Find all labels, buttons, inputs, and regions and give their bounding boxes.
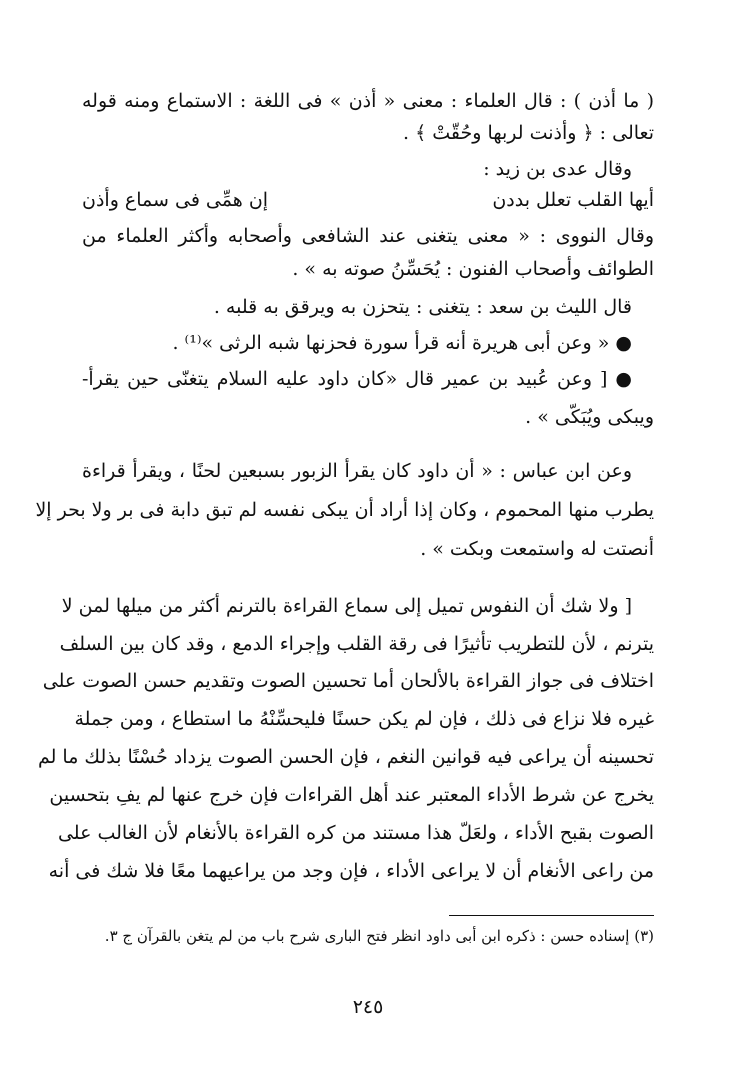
text-line-2: تعالى : ﴿ وأذنت لربها وحُقّتْ ﴾ .: [402, 122, 654, 144]
bullet-hadith-2: ● [ وعن عُبيد بن عمير قال «كان داود عليه السلام يتغنّى حين يقرأ-: [82, 368, 632, 390]
text-line-14: يترنم ، لأن للتطريب تأثيرًا فى رقة القلب وإجراء الدمع ، وقد كان بين السلف: [59, 633, 654, 655]
footnote: (٣) إسناده حسن : ذكره ابن أبى داود انظر فتح البارى شرح باب من لم يتغن بالقرآن ج ٣.: [104, 927, 654, 945]
text-line-17: تحسينه أن يراعى فيه قوانين النغم ، فإن الحسن الصوت يزداد حُسْنًا بذلك ما لم: [37, 746, 654, 768]
text-line-9: ويبكى ويُبَكّى » .: [525, 406, 654, 428]
poem-verse: [82, 185, 654, 215]
text-line-5: الطوائف وأصحاب الفنون : يُحَسِّنُ صوته به » .: [292, 258, 654, 280]
text-line-3: وقال عدى بن زيد :: [483, 158, 632, 180]
poem-first-hemistich: أيها القلب تعلل بددن: [492, 189, 654, 211]
text-line-12: أنصتت له واستمعت وبكت » .: [420, 538, 654, 560]
book-page: [35, 86, 654, 1046]
page-number: ٢٤٥: [352, 996, 384, 1018]
text-line-11: يطرب منها المحموم ، وكان إذا أراد أن يبكى نفسه لم تبق دابة فى بر ولا بحر إلا: [35, 499, 654, 521]
text-line-20: من راعى الأنغام أن لا يراعى الأداء ، فإن وجد من يراعيهما معًا فلا شك فى أنه: [48, 860, 654, 882]
text-line-16: غيره فلا نزاع فى ذلك ، فإن لم يكن حسنًا فليحسِّنْهُ ما استطاع ، ومن جملة: [74, 708, 654, 730]
poem-second-hemistich: إن همِّى فى سماع وأذن: [82, 189, 269, 211]
footnote-divider: [449, 915, 654, 916]
text-line-19: الصوت بقبح الأداء ، ولعَلّ هذا مستند من كره القراءة بالأنغام لأن الغالب على: [57, 822, 654, 844]
text-line-1: ( ما أذن ) : قال العلماء : معنى « أذن » فى اللغة : الاستماع ومنه قوله: [82, 90, 654, 112]
text-line-15: اختلاف فى جواز القراءة بالألحان أما تحسين الصوت وتقديم حسن الصوت على: [42, 670, 654, 692]
text-line-18: يخرج عن شرط الأداء المعتبر عند أهل القراءات فإن خرج عنها لم يفِ بتحسين: [49, 784, 654, 806]
bullet-hadith-1: ● « وعن أبى هريرة أنه قرأ سورة فحزنها شبه الرثى »⁽¹⁾ .: [172, 332, 632, 354]
text-line-4: وقال النووى : « معنى يتغنى عند الشافعى وأصحابه وأكثر العلماء من: [82, 225, 654, 247]
text-line-6: قال الليث بن سعد : يتغنى : يتحزن به ويرقق به قلبه .: [213, 296, 632, 318]
text-line-13: [ ولا شك أن النفوس تميل إلى سماع القراءة بالترنم أكثر من ميلها لمن لا: [61, 595, 632, 617]
text-line-10: وعن ابن عباس : « أن داود كان يقرأ الزبور بسبعين لحنًا ، ويقرأ قراءة: [82, 460, 632, 482]
